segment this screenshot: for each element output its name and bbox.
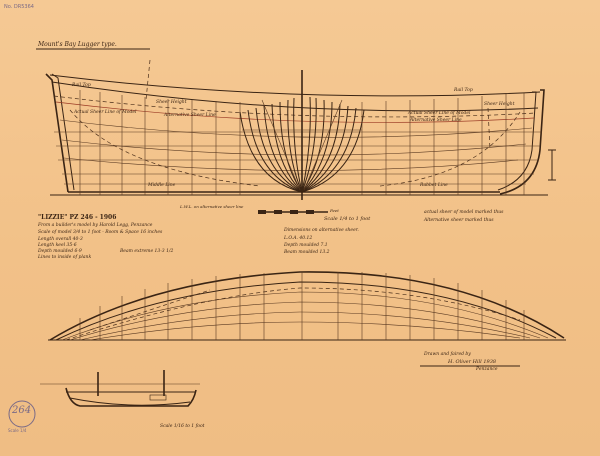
actual-sheer-label: Actual Sheer Line of Model (74, 110, 137, 115)
legend-actual-sheer: actual sheer of model marked thus (424, 210, 504, 215)
profile-view (46, 60, 556, 200)
middle-line-label: Middle Line (148, 183, 176, 188)
vessel-beam: Beam extreme 13-3 1/2 (120, 249, 174, 254)
corner-ref: No. DR5364 (4, 4, 34, 10)
vessel-name: "LIZZIE" PZ 246 - 1906 (38, 214, 117, 221)
body-plan-fore (302, 97, 364, 192)
small-profile-scale: Scale 1/16 to 1 foot (160, 424, 205, 429)
dimension-depth: Depth moulded 7.1 (284, 243, 328, 248)
alternative-sheer-label: Alternative Sheer Line (164, 113, 216, 118)
alt-sheer-lwl-note: L.W.L. on alternative sheer line (180, 204, 244, 209)
legend-alternative-sheer: Alternative sheer marked thus (424, 218, 494, 223)
vessel-length-overall: Length overall 40-3 (38, 237, 83, 242)
dimension-beam: Beam moulded 13.2 (284, 250, 330, 255)
lines-note: Lines to inside of plank (38, 255, 92, 260)
sheer-height-label-right: Sheer Height (484, 102, 515, 107)
rail-top-label-left: Rail Top (72, 83, 91, 88)
half-breadth-plan (48, 272, 566, 340)
scale-bar (258, 210, 328, 214)
scale-note: Scale 1/4 to 1 foot (324, 216, 371, 222)
signature-name: H. Oliver Hill 1938 (448, 359, 497, 365)
dimension-loa: L.O.A. 40.12 (284, 236, 313, 241)
body-plan-after (240, 98, 302, 192)
sheer-height-label-left: Sheer Height (156, 100, 187, 105)
plan-title: Mount's Bay Lugger type. (38, 41, 117, 48)
stamp-sub: Scale 1/4 (8, 428, 27, 433)
vessel-scale-line: Scale of model 3/4 to 1 foot - Room & Space 16 inches (38, 230, 163, 235)
vessel-length-keel: Length keel 35-6 (38, 243, 77, 248)
scale-bar-feet-label: Feet (330, 208, 339, 213)
rail-top-label-right: Rail Top (454, 88, 473, 93)
vessel-depth: Depth moulded 6-9 (38, 249, 82, 254)
dimensions-header: Dimensions on alternative sheer. (284, 228, 359, 233)
small-profile (40, 370, 200, 406)
rabbet-line-label: Rabbet Line (420, 183, 448, 188)
signature-drawn: Drawn and faired by (424, 352, 471, 357)
actual-sheer-label-right: Actual Sheer Line of Model (408, 111, 471, 116)
stamp-number: 264 (12, 405, 32, 416)
vessel-source-line: From a builder's model by Harold Legg, Penzance (38, 223, 153, 228)
signature-place: Penzance (476, 367, 498, 372)
alternative-sheer-label-right: Alternative Sheer Line (410, 118, 462, 123)
